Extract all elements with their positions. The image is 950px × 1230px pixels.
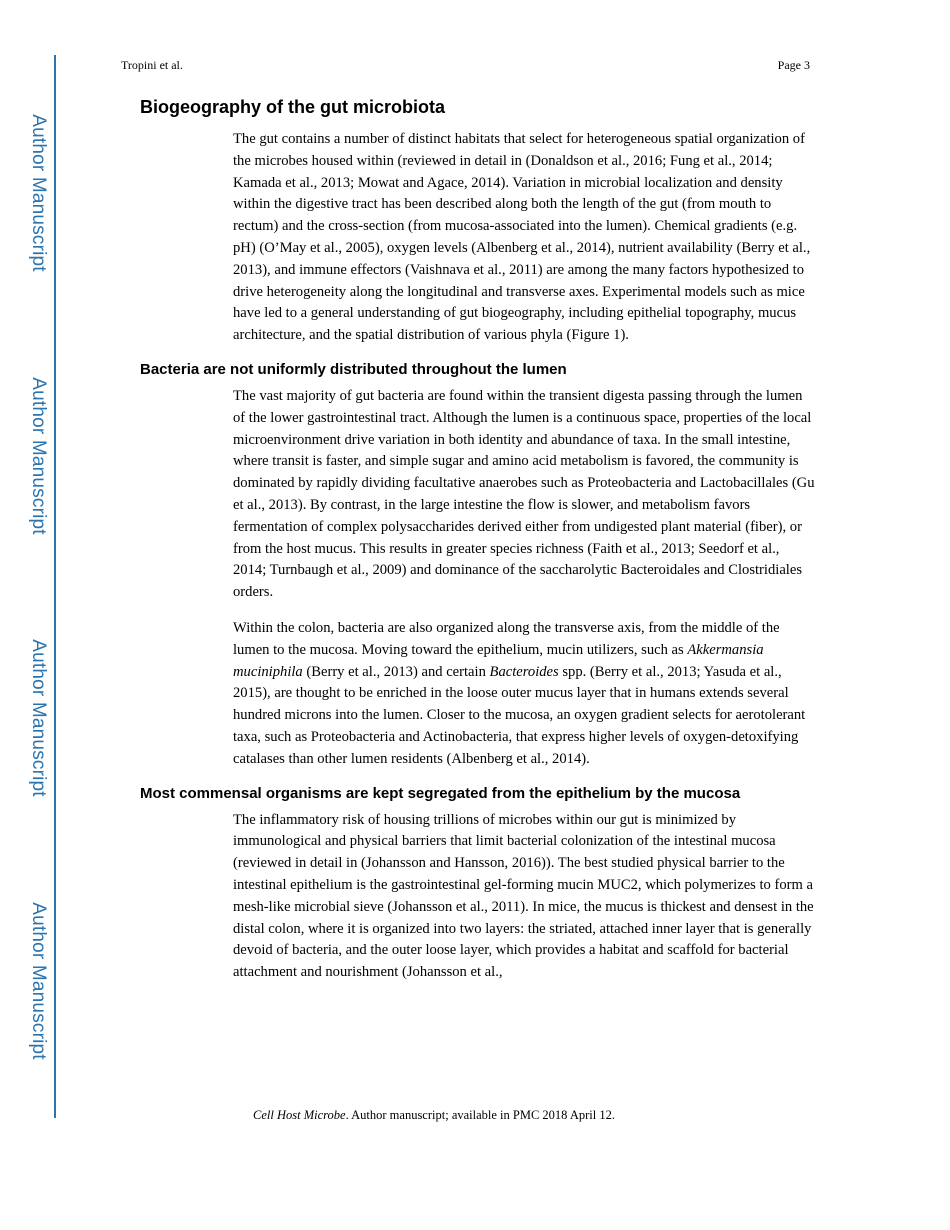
running-head-authors: Tropini et al. bbox=[121, 58, 183, 72]
species-name: Akkermansia muciniphila bbox=[233, 641, 764, 680]
body-paragraph: The vast majority of gut bacteria are found within the transient digesta passing through the lumen of the lower gastrointestinal tract. Although the lumen is a continuous space, properties of the local microenvironment drive variation in both identity and abundance of taxa. In the small intestine, where transit is faster, and simple sugar and amino acid metabolism is favored, the community is dominated by rapidly dividing facultative anaerobes such as Proteobacteria and Lactobacillales (Gu et al., 2013). By contrast, in the large intestine the flow is slower, and metabolism favors fermentation of complex polysaccharides derived either from undigested plant material (fiber), or from the host mucus. This results in greater species richness (Faith et al., 2013; Seedorf et al., 2014; Turnbaugh et al., 2009) and dominance of the saccharolytic Bacteroidales and Clostridiales orders. bbox=[233, 387, 815, 601]
section-title: Biogeography of the gut microbiota bbox=[140, 97, 445, 117]
footer-citation: Cell Host Microbe. Author manuscript; available in PMC 2018 April 12. bbox=[253, 1108, 615, 1122]
subsection-title: Bacteria are not uniformly distributed throughout the lumen bbox=[140, 360, 567, 378]
body-paragraph: The gut contains a number of distinct habitats that select for heterogeneous spatial organization of the microbes housed within (reviewed in detail in (Donaldson et al., 2016; Fung et al., 2014; Kamada et al., 2013; Mowat and Agace, 2014). Variation in microbial localization and density within the digestive tract has been described along both the length of the gut (from mouth to rectum) and the cross-section (from mucosa-associated into the lumen). Chemical gradients (e.g. pH) (O’May et al., 2005), oxygen levels (Albenberg et al., 2014), nutrient availability (Berry et al., 2013), and immune effectors (Vaishnava et al., 2011) are among the many factors hypothesized to drive heterogeneity along the longitudinal and transverse axes. Experimental models such as mice have led to a general understanding of gut biogeography, including epithelial topography, mucus architecture, and the spatial distribution of various phyla (Figure 1). bbox=[233, 131, 811, 344]
page-number: Page 3 bbox=[777, 58, 810, 72]
genus-name: Bacteroides bbox=[489, 663, 559, 680]
body-paragraph: The inflammatory risk of housing trillions of microbes within our gut is minimized by immunological and physical barriers that limit bacterial colonization of the intestinal mucosa (reviewed in detail in (Johansson and Hansson, 2016)). The best studied physical barrier to the intestinal epithelium is the gastrointestinal gel-forming mucin MUC2, which polymerizes to form a mesh-like microbial sieve (Johansson et al., 2011). In mice, the mucus is thickest and densest in the distal colon, where it is organized into two layers: the striated, attached inner layer that is generally devoid of bacteria, and the outer loose layer, which provides a habitat and scaffold for bacterial attachment and nourishment (Johansson et al., bbox=[233, 811, 814, 981]
body-paragraph: Within the colon, bacteria are also organized along the transverse axis, from the middle of the lumen to the mucosa. Moving toward the epithelium, mucin utilizers, such as Akkermansia muciniphila (Berry et al., 2013) and certain Bacteroides spp. (Berry et al., 2013; Yasuda et al., 2015), are thought to be enriched in the loose outer mucus layer that in humans extends several hundred microns into the lumen. Closer to the mucosa, an oxygen gradient selects for aerotolerant taxa, such as Proteobacteria and Actinobacteria, that express higher levels of oxygen-detoxifying catalases than other lumen residents (Albenberg et al., 2014). bbox=[233, 619, 806, 767]
main-content bbox=[140, 97, 820, 998]
sidebar-rule bbox=[54, 55, 56, 1118]
subsection-title: Most commensal organisms are kept segregated from the epithelium by the mucosa bbox=[140, 784, 741, 802]
